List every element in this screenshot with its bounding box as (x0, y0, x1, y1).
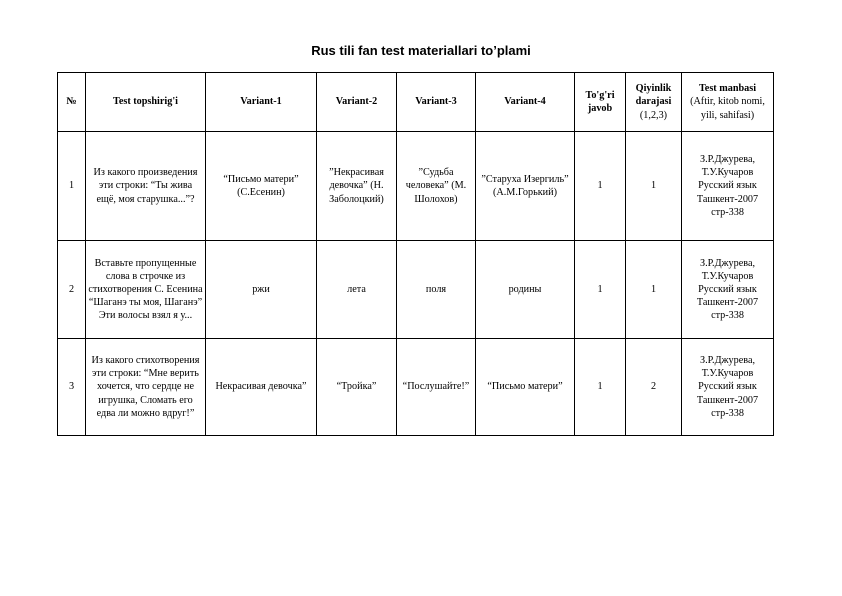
source-cell: З.Р.Джурева, Т.У.Кучаров Русский язык Ташкент-2007 стр-338 (682, 339, 774, 436)
header-task: Test topshirig'i (86, 73, 206, 132)
variant-4-cell: родины (476, 241, 575, 339)
variant-1-cell: “Письмо матери” (С.Есенин) (206, 132, 317, 241)
source-cell: З.Р.Джурева, Т.У.Кучаров Русский язык Ташкент-2007 стр-338 (682, 132, 774, 241)
variant-2-cell: “Тройка” (317, 339, 397, 436)
correct-answer-cell: 1 (575, 339, 626, 436)
variant-4-cell: “Письмо матери” (476, 339, 575, 436)
difficulty-cell: 1 (626, 241, 682, 339)
correct-answer-cell: 1 (575, 132, 626, 241)
header-variant-1: Variant-1 (206, 73, 317, 132)
table-header-row (58, 73, 774, 132)
variant-2-cell: лета (317, 241, 397, 339)
variant-3-cell: ”Судьба человека” (М. Шолохов) (397, 132, 476, 241)
variant-3-cell: “Послушайте!” (397, 339, 476, 436)
variant-2-cell: ”Некрасивая девочка” (Н. Заболоцкий) (317, 132, 397, 241)
test-materials-table (57, 72, 774, 436)
variant-4-cell: ”Старуха Изергиль” (А.М.Горький) (476, 132, 575, 241)
variant-1-cell: Некрасивая девочка” (206, 339, 317, 436)
header-source (682, 73, 774, 132)
question-cell: Из какого стихотворения эти строки: “Мне верить хочется, что сердце не игрушка, Сломать его едва ли можно вдруг!” (86, 339, 206, 436)
row-number: 3 (58, 339, 86, 436)
difficulty-cell: 2 (626, 339, 682, 436)
variant-1-cell: ржи (206, 241, 317, 339)
header-source-label: Test manbasi (698, 83, 757, 95)
table-row (58, 339, 774, 436)
header-correct-answer: To'g'ri javob (575, 73, 626, 132)
question-cell: Из какого произведения эти строки: “Ты жива ещё, моя старушка...”? (86, 132, 206, 241)
header-source-sub: (Aftir, kitob nomi, yili, sahifasi) (690, 96, 765, 121)
row-number: 2 (58, 241, 86, 339)
difficulty-cell: 1 (626, 132, 682, 241)
variant-3-cell: поля (397, 241, 476, 339)
table-row (58, 241, 774, 339)
correct-answer-cell: 1 (575, 241, 626, 339)
table-row (58, 132, 774, 241)
header-num: № (58, 73, 86, 132)
header-difficulty-sub: (1,2,3) (639, 109, 668, 121)
header-difficulty (626, 73, 682, 132)
question-cell: Вставьте пропущенные слова в строчке из стихотворения С. Есенина “Шаганэ ты моя, Шаганэ” Эти волосы взял я у... (86, 241, 206, 339)
header-difficulty-label: Qiyinlik darajasi (635, 83, 672, 108)
header-variant-3: Variant-3 (397, 73, 476, 132)
header-variant-2: Variant-2 (317, 73, 397, 132)
header-variant-4: Variant-4 (476, 73, 575, 132)
row-number: 1 (58, 132, 86, 241)
source-cell: З.Р.Джурева, Т.У.Кучаров Русский язык Ташкент-2007 стр-338 (682, 241, 774, 339)
document-title: Rus tili fan test materiallari to’plami (311, 43, 531, 58)
